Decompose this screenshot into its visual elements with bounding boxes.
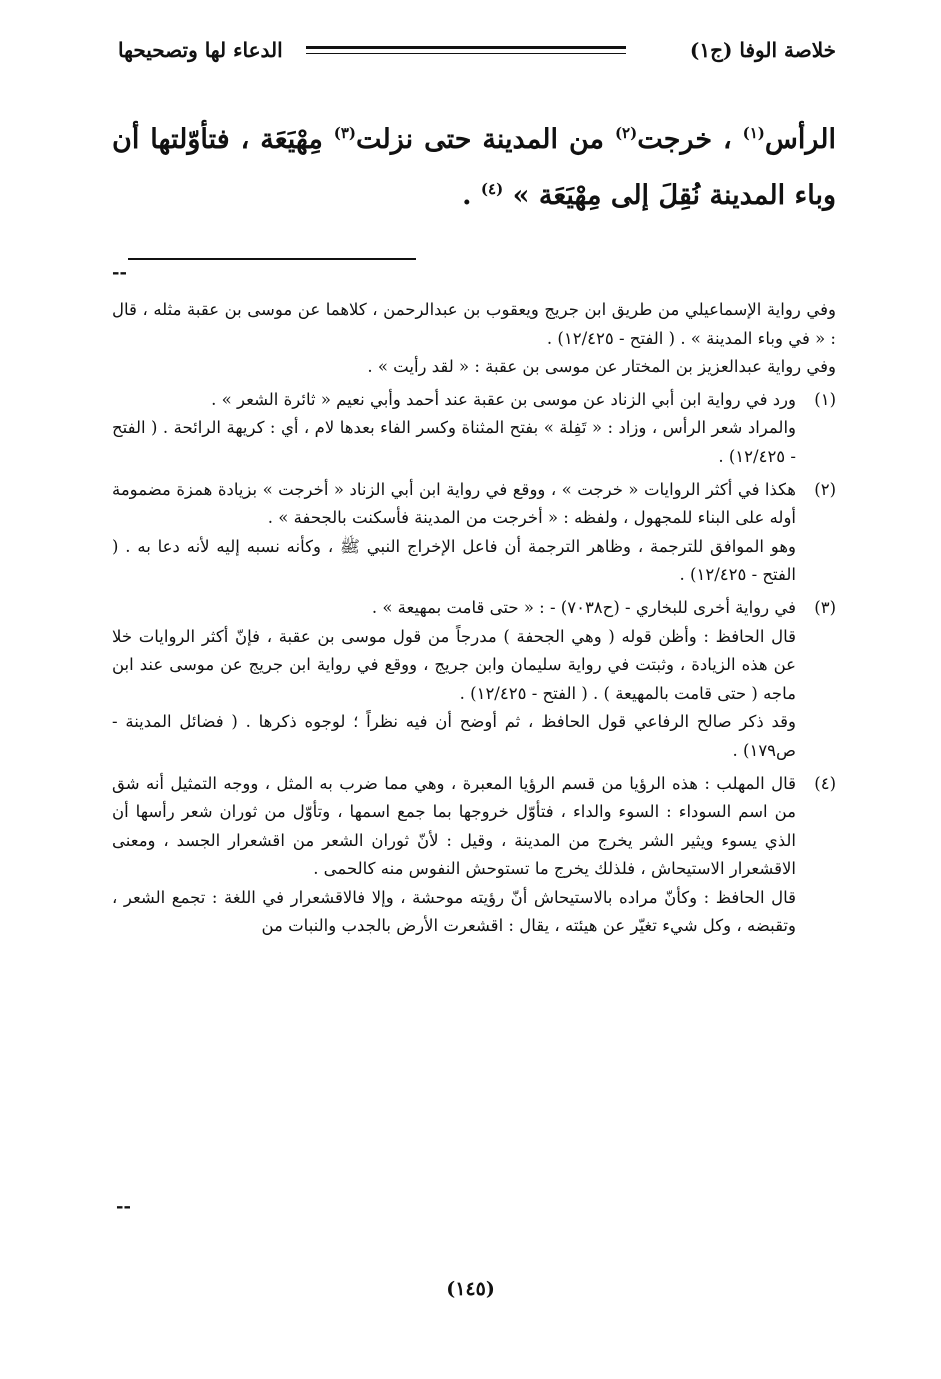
chapter-title: الدعاء لها وتصحيحها (118, 38, 283, 62)
main-text-part: ، خرجت (637, 124, 743, 155)
footnote-separator (128, 258, 416, 260)
main-text (112, 112, 836, 224)
footnote-line: ورد في رواية ابن أبي الزناد عن موسى بن عقبة عند أحمد وأبي نعيم « ثائرة الشعر » . (211, 389, 796, 409)
main-text-part: . (462, 180, 481, 211)
footnote-line: قال الحافظ : وكأنّ مراده بالاستيحاش أنّ رؤيته موحشة ، وإلا فالاقشعرار في اللغة : تجمع الشعر ، وتقبضه ، وكل شيء تغيّر عن هيئته ، يقال : اقشعرت الأرض بالجدب والنبات من (112, 887, 796, 936)
footnote-line: في رواية أخرى للبخاري - (ح٧٠٣٨) - : « حتى قامت بمهيعة » . (371, 597, 796, 617)
footnote-2 (112, 476, 836, 590)
footnote-1 (112, 386, 836, 472)
header-rule (306, 46, 626, 54)
footnotes (112, 296, 836, 941)
main-text-part: الرأس (764, 124, 836, 155)
intro-paragraph: وفي رواية عبدالعزيز بن المختار عن موسى بن عقبة : « لقد رأيت » . (367, 357, 836, 377)
page-number: (١٤٥) (446, 1278, 495, 1300)
footnote-line: وهو الموافق للترجمة ، وظاهر الترجمة أن فاعل الإخراج النبي ﷺ ، وكأنه نسبه إليه لأنه دعا به . ( الفتح - ١٢/٤٢٥) . (112, 536, 796, 585)
intro-paragraph: وفي رواية الإسماعيلي من طريق ابن جريج ويعقوب بن عبدالرحمن ، كلاهما عن موسى بن عقبة مثله ، قال : « في وباء المدينة » . ( الفتح - ١٢/٤٢٥) . (112, 300, 836, 348)
footnote-ref: (٣) (333, 124, 357, 142)
footnote-line: والمراد شعر الرأس ، وزاد : « تَفِلة » بفتح المثناة وكسر الفاء بعدها لام ، أي : كريهة الرائحة . ( الفتح - ١٢/٤٢٥) . (112, 418, 796, 466)
footnote-number: (١) (814, 389, 836, 409)
footnote-3 (112, 594, 836, 766)
footnote-line: قال المهلب : هذه الرؤيا من قسم الرؤيا المعبرة ، وهي مما ضرب به المثل ، ووجه التمثيل أنه شق من اسم السوداء : السوء والداء ، فتأوّل خروجها بما جمع اسمها ، وتأوّل من ثوران شعر رأسها أن الذي يسوء ويثير الشر يخرج من المدينة ، وقيل : لأنّ ثوران الشعر من اقشعرار الجسد ، ومعنى الاقشعرار الاستيحاش ، فلذلك يخرج ما تستوحش النفوس منه كالحمى . (112, 773, 796, 879)
footnote-ref: (٤) (480, 180, 504, 198)
footnote-line: وقد ذكر صالح الرفاعي قول الحافظ ، ثم أوضح أن فيه نظراً ؛ لوجوه ذكرها . ( فضائل المدينة - ص١٧٩) . (112, 712, 796, 760)
footnote-ref: (١) (742, 124, 765, 142)
main-text-part: مِهْيَعَة ، فتأوّلتها أن وباء المدينة نُقِلَ إلى مِهْيَعَة » (112, 124, 836, 211)
book-title: خلاصة الوفا (ج١) (689, 38, 836, 62)
footnote-number: (٢) (814, 479, 836, 499)
footnote-number: (٤) (814, 773, 836, 793)
main-text-part: من المدينة حتى نزلت (356, 124, 615, 155)
footnote-ref: (٢) (614, 124, 638, 142)
footnote-line: هكذا في أكثر الروايات « خرجت » ، ووقع في رواية ابن أبي الزناد « أخرجت » بزيادة همزة مضمومة أوله على البناء للمجهول ، ولفظه : « أخرجت من المدينة فأسكنت بالجحفة » . (112, 479, 796, 528)
continuation-dash: -- (116, 1196, 131, 1217)
running-header (118, 36, 836, 70)
footnote-continuation-dash: -- (112, 262, 127, 283)
footnote-4 (112, 770, 836, 942)
footnote-number: (٣) (814, 597, 836, 617)
footnote-line: قال الحافظ : وأظن قوله ( وهي الجحفة ) مدرجاً من قول موسى بن عقبة ، فإنّ أكثر الروايات خلا عن هذه الزيادة ، وثبتت في رواية سليمان وابن جريج ، ووقع في رواية ابن جريج عن موسى عند ابن ماجه ( حتى قامت بالمهيعة ) . ( الفتح - ١٢/٤٢٥) . (112, 626, 796, 703)
